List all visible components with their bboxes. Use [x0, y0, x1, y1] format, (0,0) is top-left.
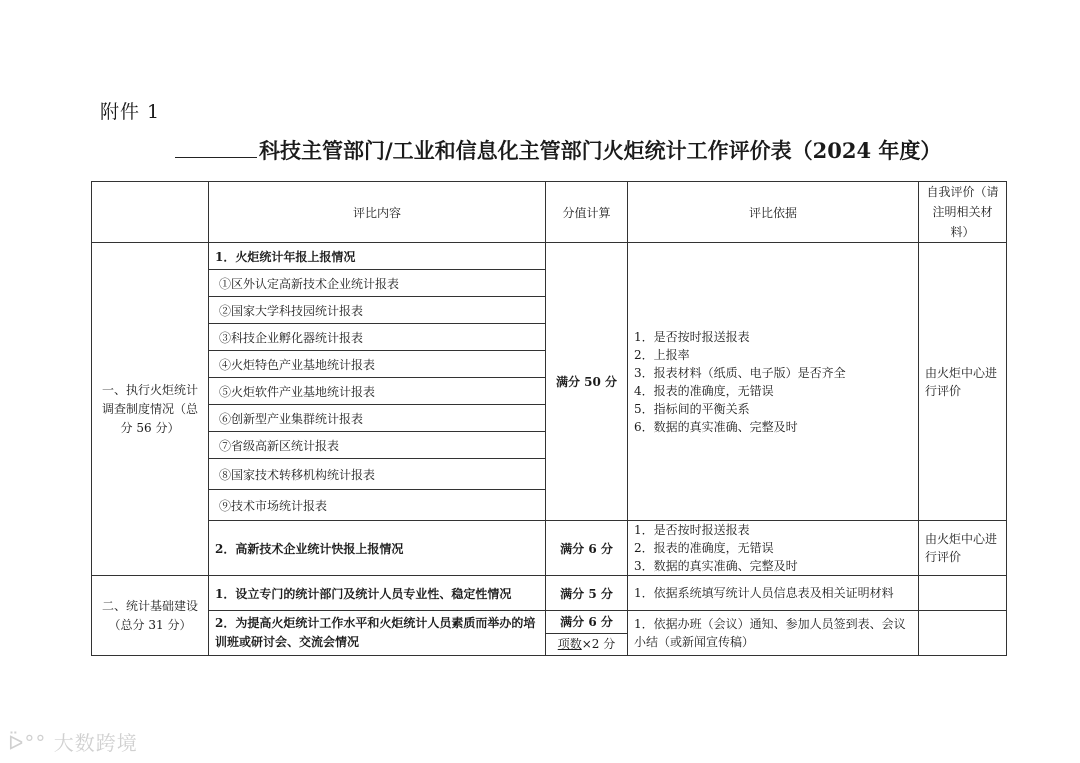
section2-item1-basis: 1．依据系统填写统计人员信息表及相关证明材料: [628, 576, 919, 611]
evaluation-table: [91, 181, 1007, 656]
basis-line: 1．是否按时报送报表: [634, 329, 750, 344]
basis-line: 4．报表的准确度，无错误: [634, 383, 774, 398]
table-row: [92, 243, 1007, 270]
basis-line: 3．报表材料（纸质、电子版）是否齐全: [634, 365, 846, 380]
formula-term: 项数: [557, 637, 582, 651]
list-item: ⑧国家技术转移机构统计报表: [209, 459, 546, 490]
list-item: ⑥创新型产业集群统计报表: [209, 405, 546, 432]
list-item: ⑤火炬软件产业基地统计报表: [209, 378, 546, 405]
header-basis: 评比依据: [628, 182, 919, 243]
section1-item2-title: 2．高新技术企业统计快报上报情况: [209, 521, 546, 576]
section2-item2-self: [919, 611, 1007, 656]
document-title-text: 科技主管部门/工业和信息化主管部门火炬统计工作评价表（2024 年度）: [259, 138, 942, 163]
document-title: [175, 135, 941, 165]
section1-item1-score: 满分 50 分: [546, 243, 628, 521]
list-item: ④火炬特色产业基地统计报表: [209, 351, 546, 378]
section2-item2-score-max: 满分 6 分: [560, 615, 613, 629]
formula-rest: ×2 分: [581, 637, 616, 651]
header-self-eval: 自我评价（请注明相关材料）: [919, 182, 1007, 243]
basis-line: 6．数据的真实准确、完整及时: [634, 419, 798, 434]
header-score: 分值计算: [546, 182, 628, 243]
basis-line: 3．数据的真实准确、完整及时: [634, 559, 798, 573]
watermark-logo-icon: ᐇ°°: [8, 731, 47, 755]
section2-item2-score: [546, 611, 628, 656]
watermark: [8, 727, 138, 756]
section2-item2-basis: 1．依据办班（会议）通知、参加人员签到表、会议小结（或新闻宣传稿）: [628, 611, 919, 656]
table-row: [92, 521, 1007, 576]
section1-item1-self: 由火炬中心进行评价: [919, 243, 1007, 521]
section2-item1-score: 满分 5 分: [546, 576, 628, 611]
attachment-label: 附件 1: [100, 101, 161, 123]
section1-category: 一、执行火炬统计调查制度情况（总分 56 分）: [92, 243, 209, 576]
header-content: 评比内容: [209, 182, 546, 243]
basis-line: 1．是否按时报送报表: [634, 523, 750, 537]
table-row: [92, 611, 1007, 656]
section2-item2-title: 2．为提高火炬统计工作水平和火炬统计人员素质而举办的培训班或研讨会、交流会情况: [209, 611, 546, 656]
list-item: ③科技企业孵化器统计报表: [209, 324, 546, 351]
section1-item1-basis: [628, 243, 919, 521]
basis-line: 2．报表的准确度，无错误: [634, 541, 774, 555]
basis-line: 5．指标间的平衡关系: [634, 401, 750, 416]
list-item: ①区外认定高新技术企业统计报表: [209, 270, 546, 297]
section2-category: 二、统计基础建设（总分 31 分）: [92, 576, 209, 656]
title-blank-line: [175, 157, 257, 158]
section2-item1-self: [919, 576, 1007, 611]
list-item: ②国家大学科技园统计报表: [209, 297, 546, 324]
header-category: [92, 182, 209, 243]
table-header-row: [92, 182, 1007, 243]
section1-item2-self: 由火炬中心进行评价: [919, 521, 1007, 576]
section2-item1-title: 1．设立专门的统计部门及统计人员专业性、稳定性情况: [209, 576, 546, 611]
section1-item2-score: 满分 6 分: [546, 521, 628, 576]
list-item: ⑨技术市场统计报表: [209, 490, 546, 521]
basis-line: 2．上报率: [634, 347, 690, 362]
watermark-text: 大数跨境: [53, 731, 138, 755]
section1-item2-basis: [628, 521, 919, 576]
section2-item2-score-formula: [546, 633, 627, 653]
section1-item1-title: 1．火炬统计年报上报情况: [209, 243, 546, 270]
list-item: ⑦省级高新区统计报表: [209, 432, 546, 459]
table-row: [92, 576, 1007, 611]
